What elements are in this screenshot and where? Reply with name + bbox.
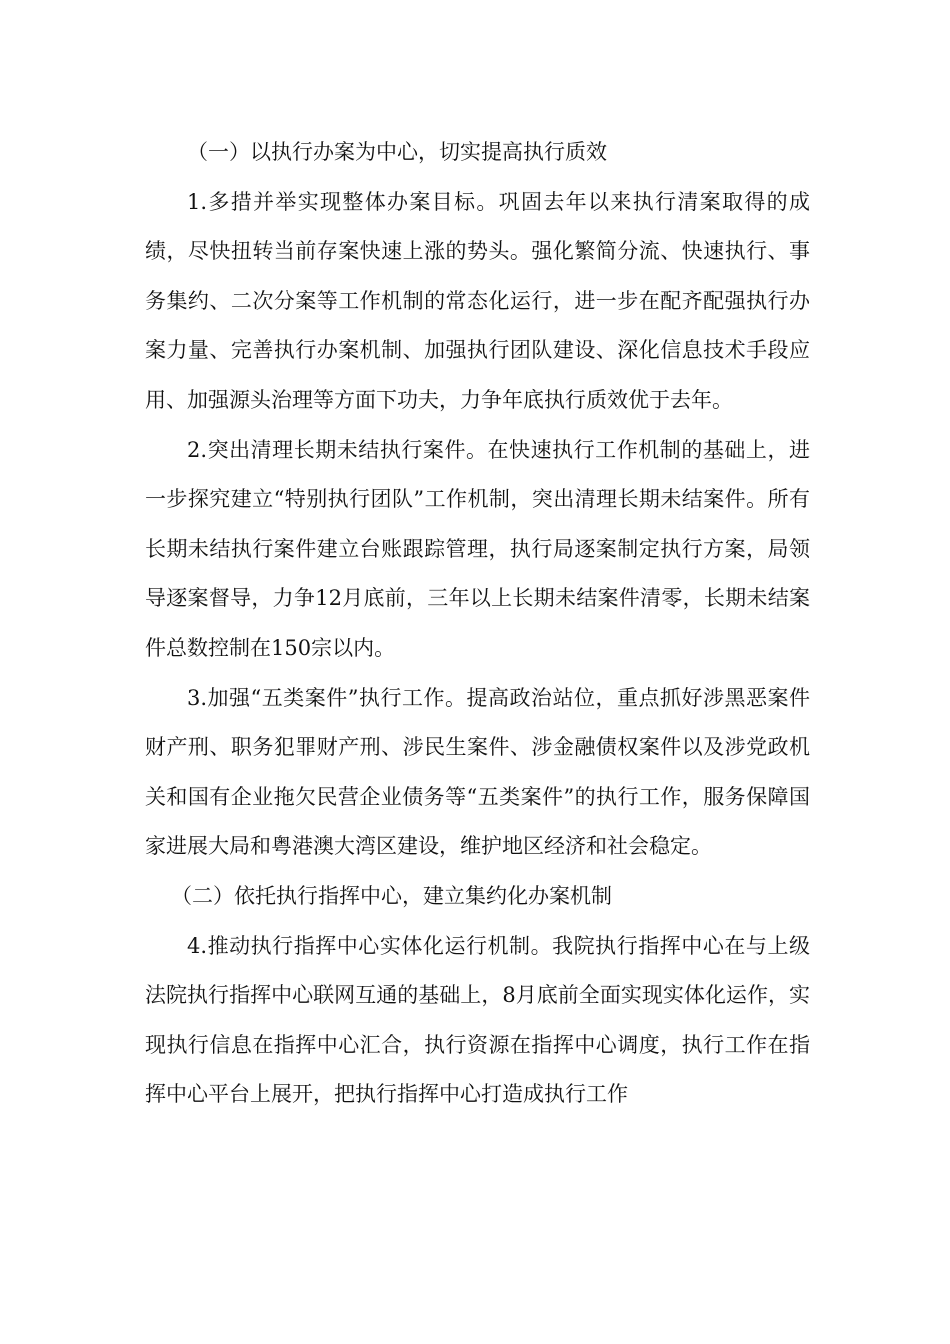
paragraph-3: 3.加强“五类案件”执行工作。提高政治站位，重点抓好涉黑恶案件财产刑、职务犯罪财产刑、涉民生案件、涉金融债权案件以及涉党政机关和国有企业拖欠民营企业债务等“五类案件”的执行工作，服务保障国家进展大局和粤港澳大湾区建设，维护地区经济和社会稳定。 <box>145 685 810 859</box>
paragraph-4: 4.推动执行指挥中心实体化运行机制。我院执行指挥中心在与上级法院执行指挥中心联网互通的基础上，8月底前全面实现实体化运作，实现执行信息在指挥中心汇合，执行资源在指挥中心调度，执行工作在指挥中心平台上展开，把执行指挥中心打造成执行工作 <box>145 933 810 1107</box>
document-body <box>145 128 810 1120</box>
paragraph-2: 2.突出清理长期未结执行案件。在快速执行工作机制的基础上，进一步探究建立“特别执行团队”工作机制，突出清理长期未结案件。所有长期未结执行案件建立台账跟踪管理，执行局逐案制定执行方案，局领导逐案督导，力争12月底前，三年以上长期未结案件清零，长期未结案件总数控制在150宗以内。 <box>145 437 810 660</box>
section-heading-1: （一）以执行办案为中心，切实提高执行质效 <box>187 140 607 164</box>
section-heading-2: （二）依托执行指挥中心，建立集约化办案机制 <box>171 883 612 908</box>
paragraph-1: 1.多措并举实现整体办案目标。巩固去年以来执行清案取得的成绩，尽快扭转当前存案快速上涨的势头。强化繁简分流、快速执行、事务集约、二次分案等工作机制的常态化运行，进一步在配齐配强执行办案力量、完善执行办案机制、加强执行团队建设、深化信息技术手段应用、加强源头治理等方面下功夫，力争年底执行质效优于去年。 <box>145 189 810 412</box>
